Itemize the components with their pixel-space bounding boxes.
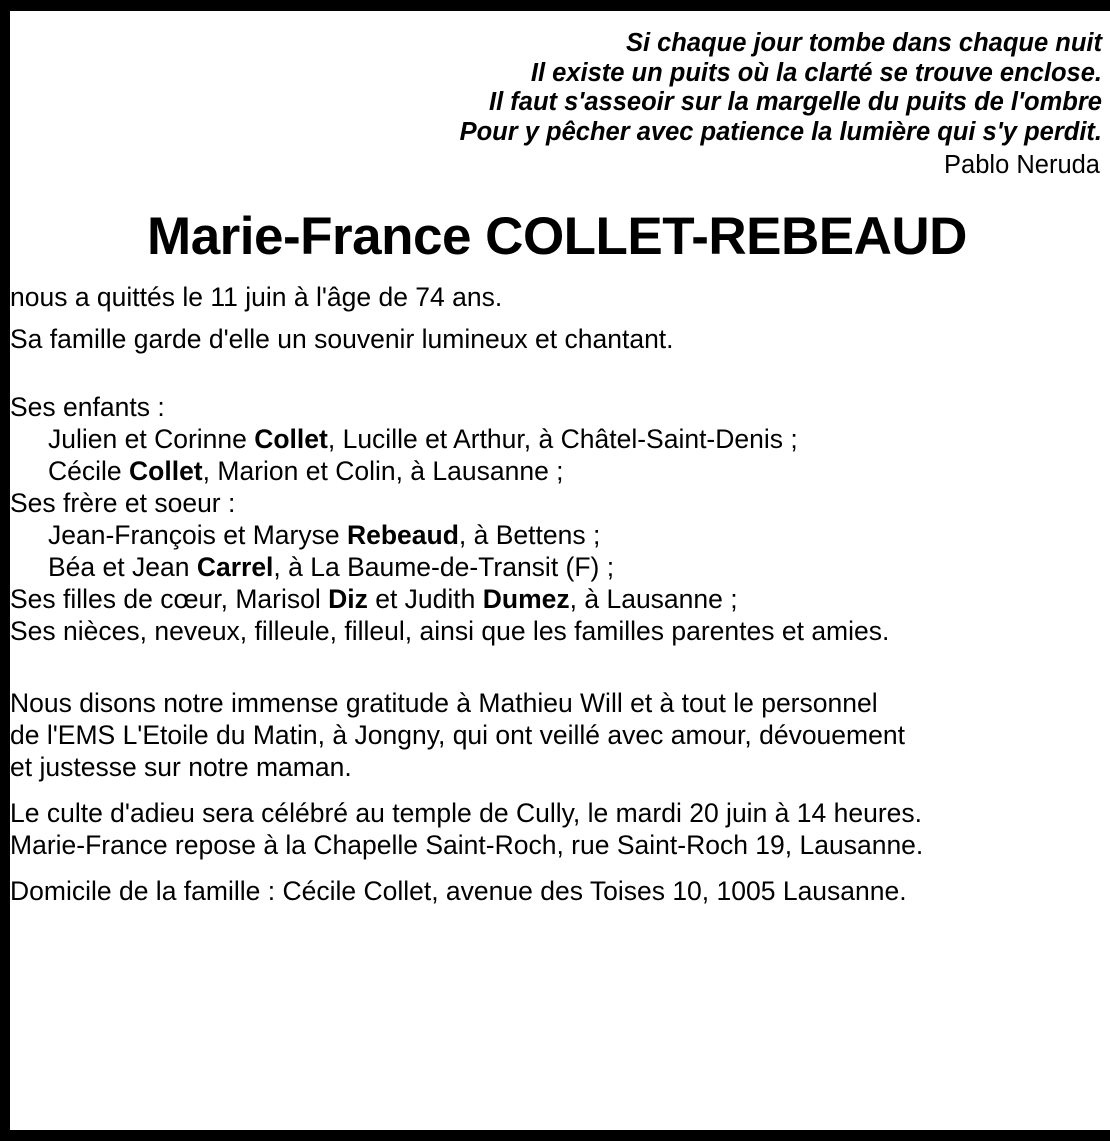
notice-content: [10, 11, 1110, 1130]
sibling-1-surname: Rebeaud: [346, 520, 459, 550]
siblings-label: Ses frère et soeur :: [10, 488, 236, 518]
border-top: [0, 0, 1110, 11]
border-bottom: [0, 1130, 1110, 1141]
spacer: [10, 365, 1104, 391]
spacer: [10, 647, 1104, 673]
children-label: Ses enfants :: [10, 392, 165, 422]
sibling-2-prefix: Béa et Jean: [48, 552, 197, 582]
gratitude-block: [10, 687, 1104, 783]
sibling-entry-2: [10, 551, 1104, 583]
sibling-1-suffix: , à Bettens ;: [458, 520, 601, 550]
child-entry-1: [10, 423, 1104, 455]
family-address-line: Domicile de la famille : Cécile Collet, avenue des Toises 10, 1005 Lausanne.: [10, 876, 907, 906]
poem-line-2: Il existe un puits où la clarté se trouve enclose.: [530, 58, 1102, 87]
poem-line-1: Si chaque jour tombe dans chaque nuit: [625, 29, 1102, 57]
heart-daughters-line: [10, 583, 1104, 615]
child-1-suffix: , Lucille et Arthur, à Châtel-Saint-Denis ;: [327, 424, 798, 454]
death-notice-line: nous a quittés le 11 juin à l'âge de 74 ans.: [10, 282, 503, 312]
child-1-surname: Collet: [254, 424, 328, 454]
spacer: [10, 673, 1104, 687]
heart-daughter-2-surname: Dumez: [482, 584, 570, 614]
sibling-2-suffix: , à La Baume-de-Transit (F) ;: [273, 552, 615, 582]
border-left: [0, 0, 10, 1141]
child-2-prefix: Cécile: [48, 456, 130, 486]
family-block: [10, 391, 1104, 647]
spacer: [10, 783, 1104, 797]
child-2-suffix: , Marion et Colin, à Lausanne ;: [202, 456, 564, 486]
poem-line-3: Il faut s'asseoir sur la margelle du puits de l'ombre: [489, 88, 1102, 116]
sibling-1-prefix: Jean-François et Maryse: [48, 520, 347, 550]
spacer: [10, 861, 1104, 875]
gratitude-line-3: et justesse sur notre maman.: [10, 752, 352, 782]
heart-daughters-suffix: , à Lausanne ;: [569, 584, 738, 614]
ceremony-line-1: Le culte d'adieu sera célébré au temple de Cully, le mardi 20 juin à 14 heures.: [10, 798, 922, 828]
gratitude-line-2: de l'EMS L'Etoile du Matin, à Jongny, qui ont veillé avec amour, dévouement: [10, 720, 905, 750]
sibling-2-surname: Carrel: [196, 552, 274, 582]
poem-block: [10, 29, 1104, 182]
gratitude-line-1: Nous disons notre immense gratitude à Mathieu Will et à tout le personnel: [10, 688, 878, 718]
ceremony-line-2: Marie-France repose à la Chapelle Saint-Roch, rue Saint-Roch 19, Lausanne.: [10, 830, 924, 860]
extended-family-line: Ses nièces, neveux, filleule, filleul, ainsi que les familles parentes et amies.: [10, 616, 890, 646]
heart-daughters-prefix: Ses filles de cœur, Marisol: [10, 584, 329, 614]
child-2-surname: Collet: [129, 456, 203, 486]
child-entry-2: [10, 455, 1104, 487]
sibling-entry-1: [10, 519, 1104, 551]
poem-line-4: Pour y pêcher avec patience la lumière qui s'y perdit.: [459, 117, 1102, 146]
child-1-prefix: Julien et Corinne: [48, 424, 255, 454]
heart-daughter-1-surname: Diz: [328, 584, 368, 614]
memory-line: Sa famille garde d'elle un souvenir lumineux et chantant.: [10, 324, 674, 354]
ceremony-block: [10, 797, 1104, 861]
page-title: Marie-France COLLET-REBEAUD: [147, 207, 967, 266]
notice-body: [10, 281, 1104, 907]
heart-daughters-middle: et Judith: [367, 584, 483, 614]
poem-author: Pablo Neruda: [944, 151, 1100, 179]
